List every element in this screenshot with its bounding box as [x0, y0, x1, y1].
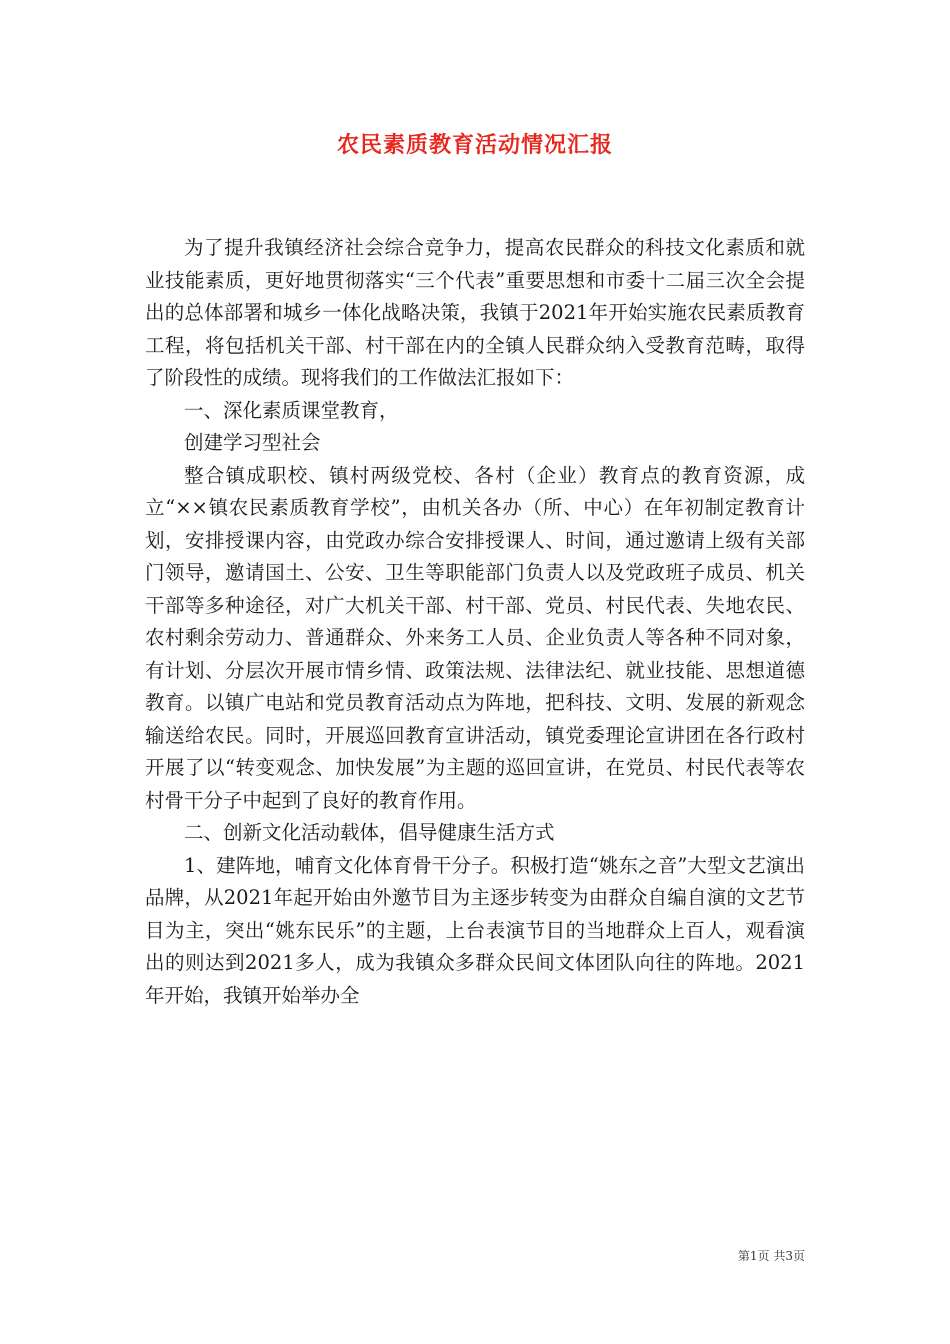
section-1-paragraph: 整合镇成职校、镇村两级党校、各村（企业）教育点的教育资源，成立“××镇农民素质教育学校”，由机关各办（所、中心）在年初制定教育计划，安排授课内容，由党政办综合安排授课人、时间，通过邀请上级有关部门领导，邀请国土、公安、卫生等职能部门负责人以及党政班子成员、机关干部等多种途径，对广大机关干部、村干部、党员、村民代表、失地农民、农村剩余劳动力、普通群众、外来务工人员、企业负责人等各种不同对象，有计划、分层次开展市情乡情、政策法规、法律法纪、就业技能、思想道德教育。以镇广电站和党员教育活动点为阵地，把科技、文明、发展的新观念输送给农民。同时，开展巡回教育宣讲活动，镇党委理论宣讲团在各行政村开展了以“转变观念、加快发展”为主题的巡回宣讲，在党员、村民代表等农村骨干分子中起到了良好的教育作用。	[145, 463, 805, 812]
page-title: 农民素质教育活动情况汇报	[336, 132, 613, 158]
section-2-paragraph: 1、建阵地，哺育文化体育骨干分子。积极打造“姚东之音”大型文艺演出品牌，从2021年起开始由外邀节目为主逐步转变为由群众自编自演的文艺节目为主，突出“姚东民乐”的主题，上台表演节目的当地群众上百人，观看演出的则达到2021多人，成为我镇众多群众民间文体团队向往的阵地。2021年开始，我镇开始举办全	[145, 853, 805, 1007]
section-heading-1-cont: 创建学习型社会	[184, 431, 321, 454]
section-heading-2: 二、创新文化活动载体，倡导健康生活方式	[184, 821, 555, 844]
section-heading-1: 一、深化素质课堂教育，	[184, 398, 399, 422]
page-number: 第1页 共3页	[737, 1249, 805, 1263]
document-body	[145, 232, 805, 1012]
intro-paragraph: 为了提升我镇经济社会综合竞争力，提高农民群众的科技文化素质和就业技能素质，更好地贯彻落实“三个代表”重要思想和市委十二届三次全会提出的总体部署和城乡一体化战略决策，我镇于2021年开始实施农民素质教育工程，将包括机关干部、村干部在内的全镇人民群众纳入受教育范畴，取得了阶段性的成绩。现将我们的工作做法汇报如下：	[145, 236, 805, 389]
